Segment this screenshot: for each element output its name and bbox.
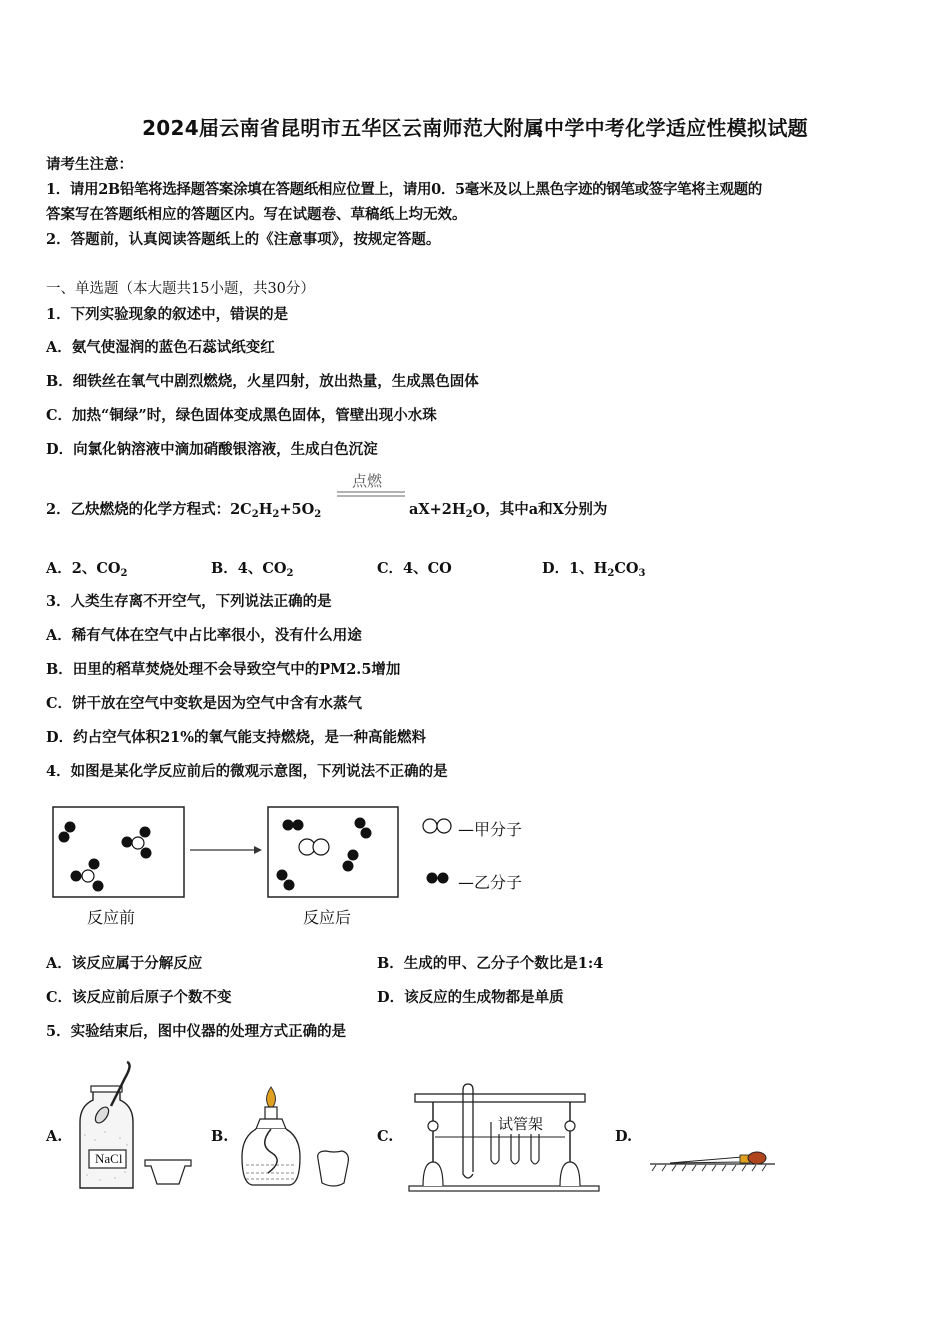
atom — [71, 871, 82, 882]
q4-option-c: C．该反应前后原子个数不变 — [46, 989, 232, 1006]
reagent-bottle-drawing — [75, 1060, 200, 1192]
q1-option-a: A．氨气使湿润的蓝色石蕊试纸变红 — [46, 339, 275, 356]
q3-option-d: D．约占空气体积21%的氧气能支持燃烧，是一种高能燃料 — [46, 729, 427, 746]
legend-b-label: —乙分子 — [458, 873, 523, 892]
rack-label: 试管架 — [498, 1115, 544, 1133]
q4-option-a: A．该反应属于分解反应 — [46, 955, 203, 972]
q2-products-formula: $aX+2H_2O$ — [409, 501, 486, 520]
bottle-label: NaCl — [95, 1151, 123, 1166]
page-title: 2024届云南省昆明市五华区云南师范大附属中学中考化学适应性模拟试题 — [142, 116, 808, 140]
after-label: 反应后 — [303, 908, 352, 927]
atom — [343, 861, 354, 872]
atom — [313, 839, 329, 855]
q2-equals-sign — [337, 491, 407, 499]
legend-b-atom — [427, 873, 438, 884]
q3-stem: 3．人类生存离不开空气，下列说法正确的是 — [46, 593, 332, 610]
q5-option-d-label: D. — [615, 1128, 633, 1145]
dropper-on-table-drawing — [650, 1148, 780, 1178]
atom — [141, 848, 152, 859]
q3-option-c: C．饼干放在空气中变软是因为空气中含有水蒸气 — [46, 695, 363, 712]
q2-stem-prefix: 2．乙炔燃烧的化学方程式： — [46, 501, 231, 518]
q2-option-b: B．4、$CO_2$ — [211, 560, 294, 579]
q2-option-a: A．2、$CO_2$ — [46, 560, 128, 579]
atom — [89, 859, 100, 870]
notice-line-2: 2．答题前，认真阅读答题纸上的《注意事项》，按规定答题。 — [46, 231, 441, 248]
q4-option-d: D．该反应的生成物都是单质 — [377, 989, 564, 1006]
before-box — [53, 807, 184, 897]
q2-products — [409, 498, 607, 520]
q1-option-b: B．细铁丝在氧气中剧烈燃烧，火星四射，放出热量，生成黑色固体 — [46, 373, 479, 390]
before-label: 反应前 — [87, 908, 136, 927]
atom — [284, 880, 295, 891]
dropper-bulb — [748, 1152, 766, 1164]
legend-b-atom — [438, 873, 449, 884]
atom — [277, 870, 288, 881]
arrow-head — [254, 846, 262, 854]
atom — [132, 837, 144, 849]
evaporating-dish — [145, 1160, 191, 1184]
test-tube-rack-drawing — [405, 1082, 605, 1192]
atom — [140, 827, 151, 838]
atom — [293, 820, 304, 831]
q3-option-a: A．稀有气体在空气中占比率很小，没有什么用途 — [46, 627, 362, 644]
q5-option-b-label: B. — [211, 1128, 229, 1145]
q2-stem — [46, 498, 321, 520]
atom — [283, 820, 294, 831]
q2-reactants: $2C_2H_2+5O_2$ — [230, 501, 322, 520]
q2-option-d: D．1、$H_2CO_3$ — [542, 560, 646, 579]
atom — [361, 828, 372, 839]
q5-option-a-label: A. — [46, 1128, 63, 1145]
q1-option-d: D．向氯化钠溶液中滴加硝酸银溶液，生成白色沉淀 — [46, 441, 378, 458]
alcohol-lamp-drawing — [238, 1085, 358, 1195]
atom — [59, 832, 70, 843]
section-heading: 一、单选题（本大题共15小题，共30分） — [46, 281, 315, 297]
q5-option-c-label: C. — [377, 1128, 394, 1145]
atom — [82, 870, 94, 882]
q5-stem: 5．实验结束后，图中仪器的处理方式正确的是 — [46, 1023, 347, 1040]
q1-stem: 1．下列实验现象的叙述中，错误的是 — [46, 306, 289, 323]
q2-option-c: C．4、CO — [377, 560, 452, 577]
notice-heading: 请考生注意： — [46, 156, 133, 173]
q2-stem-suffix: ，其中a和X分别为 — [485, 501, 608, 518]
legend-a-atom — [423, 819, 437, 833]
atom — [348, 850, 359, 861]
lamp-cap — [318, 1151, 349, 1186]
atom — [122, 837, 133, 848]
q3-option-b: B．田里的稻草焚烧处理不会导致空气中的PM2.5增加 — [46, 661, 401, 678]
notice-line-1a: 1．请用2B铅笔将选择题答案涂填在答题纸相应位置上，请用0．5毫米及以上黑色字迹的钢笔或签字笔将主观题的 — [46, 181, 762, 198]
notice-line-1b: 答案写在答题纸相应的答题区内。写在试题卷、草稿纸上均无效。 — [46, 206, 467, 223]
flame — [267, 1087, 276, 1108]
q1-option-c: C．加热“铜绿”时，绿色固体变成黑色固体，管壁出现小水珠 — [46, 407, 437, 424]
atom — [355, 818, 366, 829]
atom — [93, 881, 104, 892]
legend-a-atom — [437, 819, 451, 833]
q4-stem: 4．如图是某化学反应前后的微观示意图，下列说法不正确的是 — [46, 763, 448, 780]
atom — [65, 822, 76, 833]
q4-option-b: B．生成的甲、乙分子个数比是1:4 — [377, 955, 604, 972]
q2-condition: 点燃 — [352, 472, 383, 490]
legend-a-label: —甲分子 — [458, 820, 523, 839]
